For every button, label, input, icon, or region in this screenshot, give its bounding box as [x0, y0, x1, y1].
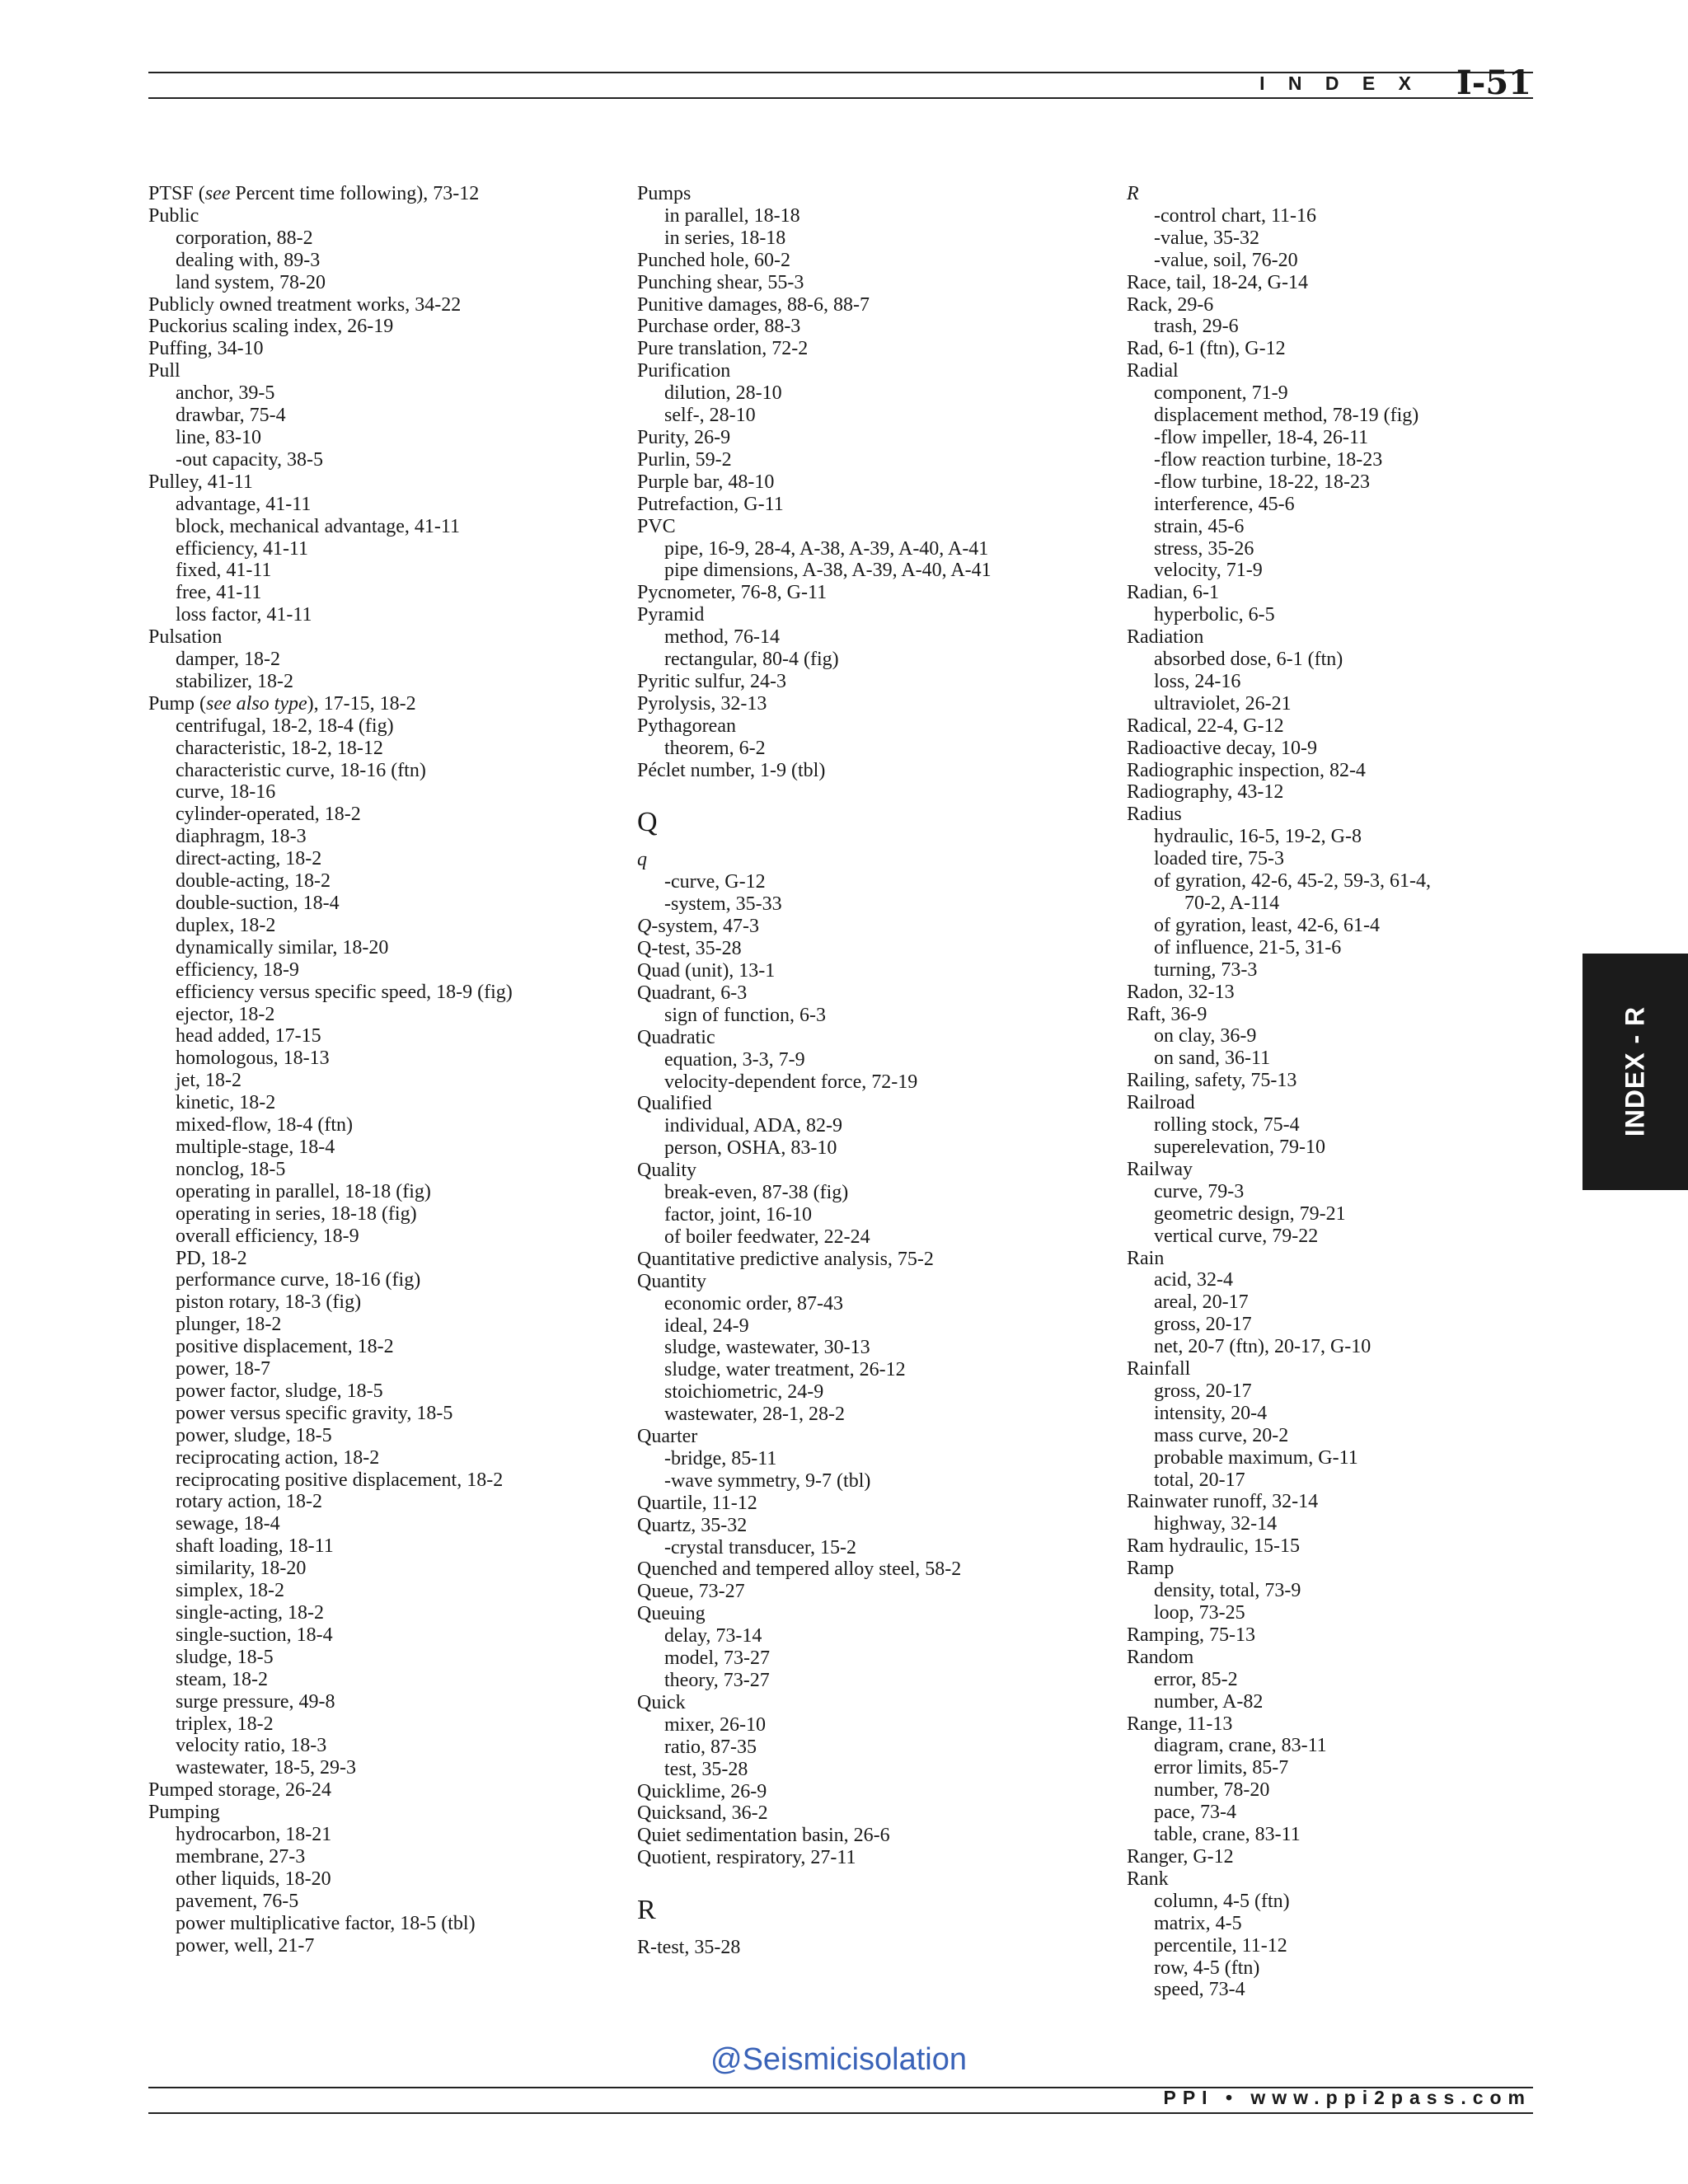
index-entry: Quarter — [637, 1426, 698, 1448]
index-entry: Radioactive decay, 10-9 — [1127, 737, 1318, 759]
index-entry: R-test, 35-28 — [637, 1937, 741, 1959]
index-subentry: damper, 18-2 — [176, 649, 280, 671]
index-subentry: component, 71-9 — [1154, 382, 1288, 405]
index-subentry: -system, 35-33 — [664, 893, 782, 916]
index-subentry: PD, 18-2 — [176, 1247, 247, 1269]
running-header: I N D E X — [1259, 73, 1420, 94]
index-subentry: sludge, 18-5 — [176, 1646, 274, 1668]
index-entry: Quadrant, 6-3 — [637, 982, 748, 1004]
index-entry: Purchase order, 88-3 — [637, 316, 801, 338]
index-entry: Quality — [637, 1160, 696, 1182]
index-subentry: total, 20-17 — [1154, 1469, 1245, 1491]
index-entry: Range, 11-13 — [1127, 1713, 1233, 1735]
index-subentry: velocity ratio, 18-3 — [176, 1735, 327, 1757]
footer-publisher: PPI • www.ppi2pass.com — [1163, 2087, 1531, 2108]
index-entry: Rank — [1127, 1868, 1169, 1890]
index-subentry: pipe, 16-9, 28-4, A-38, A-39, A-40, A-41 — [664, 537, 989, 560]
index-subentry: dynamically similar, 18-20 — [176, 936, 389, 958]
header-rule-bottom — [148, 97, 1533, 99]
index-subentry: test, 35-28 — [664, 1758, 748, 1780]
index-subentry: rolling stock, 75-4 — [1154, 1114, 1300, 1137]
index-subentry: intensity, 20-4 — [1154, 1402, 1268, 1424]
thumb-tab-label: INDEX - R — [1620, 1005, 1650, 1137]
index-subentry: break-even, 87-38 (fig) — [664, 1182, 849, 1204]
index-subentry: acid, 32-4 — [1154, 1269, 1233, 1291]
index-subentry: equation, 3-3, 7-9 — [664, 1048, 805, 1071]
index-subentry: land system, 78-20 — [176, 271, 326, 293]
index-subentry: jet, 18-2 — [176, 1070, 241, 1092]
index-entry: Quicklime, 26-9 — [637, 1780, 767, 1802]
index-entry: Quiet sedimentation basin, 26-6 — [637, 1825, 890, 1847]
index-subentry: power multiplicative factor, 18-5 (tbl) — [176, 1912, 476, 1934]
index-subentry: operating in parallel, 18-18 (fig) — [176, 1180, 431, 1202]
index-subentry: loss, 24-16 — [1154, 670, 1241, 692]
index-subentry: line, 83-10 — [176, 426, 261, 448]
index-subentry: multiple-stage, 18-4 — [176, 1136, 335, 1158]
index-subentry: self-, 28-10 — [664, 405, 756, 427]
index-subentry: method, 76-14 — [664, 626, 780, 649]
index-subentry: rectangular, 80-4 (fig) — [664, 649, 839, 671]
index-subentry: -flow turbine, 18-22, 18-23 — [1154, 471, 1370, 493]
index-entry: Pycnometer, 76-8, G-11 — [637, 582, 828, 604]
index-entry: Purification — [637, 360, 731, 382]
index-subentry: positive displacement, 18-2 — [176, 1336, 394, 1358]
index-subentry: steam, 18-2 — [176, 1668, 268, 1690]
index-entry: Quantity — [637, 1270, 706, 1292]
index-entry: Purlin, 59-2 — [637, 448, 732, 471]
index-subentry: reciprocating positive displacement, 18-2 — [176, 1469, 504, 1491]
index-subentry: of gyration, least, 42-6, 61-4 — [1154, 914, 1380, 936]
index-subentry: ultraviolet, 26-21 — [1154, 692, 1292, 715]
index-entry: Radiation — [1127, 626, 1204, 649]
index-entry: Punching shear, 55-3 — [637, 271, 804, 293]
section-letter: Q — [637, 807, 658, 838]
index-subentry: column, 4-5 (ftn) — [1154, 1890, 1290, 1912]
index-subentry: advantage, 41-11 — [176, 493, 312, 515]
index-subentry: geometric design, 79-21 — [1154, 1202, 1346, 1225]
index-subentry: efficiency, 41-11 — [176, 537, 309, 560]
index-subentry: displacement method, 78-19 (fig) — [1154, 405, 1419, 427]
index-subentry: -value, 35-32 — [1154, 227, 1259, 249]
index-subentry: sludge, wastewater, 30-13 — [664, 1337, 870, 1359]
index-subentry: piston rotary, 18-3 (fig) — [176, 1291, 362, 1314]
index-entry: Quadratic — [637, 1026, 715, 1048]
index-subentry: head added, 17-15 — [176, 1025, 321, 1047]
index-subentry: stabilizer, 18-2 — [176, 670, 293, 692]
index-entry: Quotient, respiratory, 27-11 — [637, 1847, 856, 1869]
index-entry: Pumping — [148, 1802, 220, 1824]
index-subentry: density, total, 73-9 — [1154, 1580, 1301, 1602]
index-subentry: efficiency versus specific speed, 18-9 (fig) — [176, 981, 513, 1003]
index-entry: Purple bar, 48-10 — [637, 471, 775, 493]
index-entry: Queuing — [637, 1603, 706, 1625]
index-subentry: power factor, sludge, 18-5 — [176, 1380, 383, 1402]
index-entry: Rain — [1127, 1247, 1165, 1269]
index-subentry: shaft loading, 18-11 — [176, 1535, 334, 1558]
index-subentry: pipe dimensions, A-38, A-39, A-40, A-41 — [664, 560, 992, 582]
index-entry: Rad, 6-1 (ftn), G-12 — [1127, 338, 1286, 360]
index-subentry: power versus specific gravity, 18-5 — [176, 1402, 453, 1424]
index-subentry: probable maximum, G-11 — [1154, 1446, 1358, 1469]
index-subentry: stoichiometric, 24-9 — [664, 1381, 824, 1404]
index-subentry: theorem, 6-2 — [664, 737, 766, 759]
index-subentry: trash, 29-6 — [1154, 316, 1239, 338]
index-subentry: pace, 73-4 — [1154, 1802, 1236, 1824]
footer-rule-bottom — [148, 2112, 1533, 2114]
index-entry: q — [637, 849, 647, 871]
index-subentry: net, 20-7 (ftn), 20-17, G-10 — [1154, 1336, 1372, 1358]
index-subentry: rotary action, 18-2 — [176, 1491, 322, 1513]
index-entry: Rainfall — [1127, 1358, 1191, 1380]
index-entry: Radiographic inspection, 82-4 — [1127, 759, 1366, 781]
index-subentry: -control chart, 11-16 — [1154, 204, 1317, 227]
index-column-3 — [1127, 183, 1605, 2001]
index-subentry: absorbed dose, 6-1 (ftn) — [1154, 649, 1343, 671]
index-subentry: homologous, 18-13 — [176, 1047, 330, 1070]
section-letter: R — [637, 1895, 656, 1926]
index-subentry: in parallel, 18-18 — [664, 204, 800, 227]
index-subentry: interference, 45-6 — [1154, 493, 1295, 515]
index-subentry: triplex, 18-2 — [176, 1713, 274, 1735]
index-column-1 — [148, 183, 626, 1957]
index-subentry: mixed-flow, 18-4 (ftn) — [176, 1114, 354, 1137]
index-subentry: highway, 32-14 — [1154, 1513, 1278, 1535]
index-entry: Random — [1127, 1646, 1194, 1668]
index-entry: Q-system, 47-3 — [637, 916, 759, 938]
index-subentry: of boiler feedwater, 22-24 — [664, 1226, 870, 1248]
index-subentry: mixer, 26-10 — [664, 1713, 767, 1736]
index-subentry: mass curve, 20-2 — [1154, 1424, 1289, 1446]
index-subentry: dilution, 28-10 — [664, 382, 782, 405]
index-subentry: power, 18-7 — [176, 1358, 271, 1380]
index-subentry: single-acting, 18-2 — [176, 1602, 324, 1624]
index-thumb-tab[interactable] — [1582, 954, 1688, 1190]
index-entry: Pulsation — [148, 626, 223, 649]
index-entry: Pumps — [637, 183, 692, 204]
index-subentry: areal, 20-17 — [1154, 1291, 1249, 1314]
index-subentry: delay, 73-14 — [664, 1625, 762, 1647]
index-subentry: stress, 35-26 — [1154, 537, 1254, 560]
index-subentry: speed, 73-4 — [1154, 1979, 1245, 2001]
index-subentry: kinetic, 18-2 — [176, 1092, 276, 1114]
index-entry: Railing, safety, 75-13 — [1127, 1070, 1297, 1092]
index-entry: Railroad — [1127, 1092, 1195, 1114]
index-subentry: overall efficiency, 18-9 — [176, 1225, 359, 1247]
index-subentry: duplex, 18-2 — [176, 914, 276, 936]
page-number: I-51 — [1456, 63, 1531, 102]
index-entry: Radian, 6-1 — [1127, 582, 1219, 604]
index-subentry: reciprocating action, 18-2 — [176, 1446, 380, 1469]
index-subentry: anchor, 39-5 — [176, 382, 275, 405]
index-entry: Quicksand, 36-2 — [637, 1802, 768, 1825]
index-subentry: direct-acting, 18-2 — [176, 848, 322, 870]
index-subentry: membrane, 27-3 — [176, 1845, 306, 1868]
index-subentry: in series, 18-18 — [664, 227, 786, 249]
index-subentry: -crystal transducer, 15-2 — [664, 1536, 856, 1558]
index-column-2 — [637, 183, 1115, 1959]
index-subentry: characteristic curve, 18-16 (ftn) — [176, 759, 426, 781]
index-subentry: error limits, 85-7 — [1154, 1757, 1289, 1779]
index-subentry: other liquids, 18-20 — [176, 1868, 331, 1890]
index-subentry: -out capacity, 38-5 — [176, 448, 324, 471]
index-subentry: sign of function, 6-3 — [664, 1004, 826, 1026]
index-entry: Pyritic sulfur, 24-3 — [637, 670, 787, 692]
index-subentry: cylinder-operated, 18-2 — [176, 804, 361, 826]
index-entry: Queue, 73-27 — [637, 1581, 745, 1603]
index-subentry: loaded tire, 75-3 — [1154, 848, 1284, 870]
index-entry: Punitive damages, 88-6, 88-7 — [637, 293, 870, 316]
index-subentry: curve, 18-16 — [176, 781, 276, 804]
index-subentry: error, 85-2 — [1154, 1668, 1238, 1690]
index-entry: Pure translation, 72-2 — [637, 338, 809, 360]
index-entry: Quenched and tempered alloy steel, 58-2 — [637, 1558, 962, 1581]
index-subentry: centrifugal, 18-2, 18-4 (fig) — [176, 715, 394, 737]
index-entry: Punched hole, 60-2 — [637, 249, 790, 271]
index-subentry: single-suction, 18-4 — [176, 1624, 333, 1646]
index-subentry: free, 41-11 — [176, 582, 262, 604]
index-subentry: matrix, 4-5 — [1154, 1912, 1242, 1934]
index-entry: Ramp — [1127, 1558, 1175, 1580]
index-subentry: diaphragm, 18-3 — [176, 826, 307, 848]
index-subentry: -flow reaction turbine, 18-23 — [1154, 448, 1383, 471]
index-subentry: factor, joint, 16-10 — [664, 1203, 812, 1226]
index-entry: Public — [148, 204, 199, 227]
index-entry: Radon, 32-13 — [1127, 981, 1235, 1003]
index-subentry: fixed, 41-11 — [176, 560, 272, 582]
index-subentry: dealing with, 89-3 — [176, 249, 321, 271]
index-entry: R — [1127, 183, 1139, 204]
index-subentry: ideal, 24-9 — [664, 1315, 749, 1337]
index-subentry: strain, 45-6 — [1154, 515, 1245, 537]
index-entry: Quick — [637, 1691, 686, 1713]
index-entry: Rainwater runoff, 32-14 — [1127, 1491, 1319, 1513]
index-subentry: nonclog, 18-5 — [176, 1158, 286, 1180]
index-entry: Ram hydraulic, 15-15 — [1127, 1535, 1300, 1558]
index-entry: Pump (see also type), 17-15, 18-2 — [148, 692, 416, 715]
index-subentry: on sand, 36-11 — [1154, 1047, 1271, 1070]
index-subentry: ejector, 18-2 — [176, 1003, 275, 1025]
index-subentry: of influence, 21-5, 31-6 — [1154, 936, 1342, 958]
index-subentry: vertical curve, 79-22 — [1154, 1225, 1319, 1247]
index-entry: Puffing, 34-10 — [148, 338, 264, 360]
index-subentry: performance curve, 18-16 (fig) — [176, 1269, 421, 1291]
index-subentry: sludge, water treatment, 26-12 — [664, 1359, 906, 1381]
index-subentry: power, sludge, 18-5 — [176, 1424, 332, 1446]
index-subentry: hyperbolic, 6-5 — [1154, 604, 1275, 626]
index-entry: Radius — [1127, 804, 1182, 826]
index-entry: Ranger, G-12 — [1127, 1845, 1234, 1868]
index-subentry: -curve, G-12 — [664, 871, 766, 893]
index-entry: Publicly owned treatment works, 34-22 — [148, 293, 462, 316]
index-subentry: number, 78-20 — [1154, 1779, 1270, 1802]
index-subentry: corporation, 88-2 — [176, 227, 313, 249]
index-subentry: theory, 73-27 — [664, 1670, 770, 1691]
index-entry: PTSF (see Percent time following), 73-12 — [148, 183, 480, 204]
index-entry: Pyrolysis, 32-13 — [637, 692, 767, 715]
index-subentry: individual, ADA, 82-9 — [664, 1115, 842, 1137]
index-entry: Quantitative predictive analysis, 75-2 — [637, 1248, 934, 1270]
index-subentry: hydrocarbon, 18-21 — [176, 1824, 332, 1846]
index-entry: Quartz, 35-32 — [637, 1514, 748, 1536]
index-entry: Radical, 22-4, G-12 — [1127, 715, 1284, 737]
index-subentry: velocity-dependent force, 72-19 — [664, 1071, 918, 1093]
index-subentry: -flow impeller, 18-4, 26-11 — [1154, 426, 1369, 448]
index-subentry: 70-2, A-114 — [1184, 893, 1280, 914]
index-subentry: gross, 20-17 — [1154, 1314, 1252, 1336]
index-subentry: surge pressure, 49-8 — [176, 1690, 335, 1713]
index-subentry: efficiency, 18-9 — [176, 958, 299, 981]
index-subentry: drawbar, 75-4 — [176, 405, 286, 427]
index-entry: Pythagorean — [637, 715, 736, 737]
index-entry: Pyramid — [637, 604, 705, 626]
index-entry: Qualified — [637, 1093, 712, 1115]
watermark: @Seismicisolation — [710, 2042, 968, 2077]
index-subentry: person, OSHA, 83-10 — [664, 1137, 837, 1160]
index-subentry: table, crane, 83-11 — [1154, 1824, 1301, 1846]
index-entry: Pumped storage, 26-24 — [148, 1779, 331, 1802]
index-entry: Ramping, 75-13 — [1127, 1624, 1255, 1646]
index-subentry: on clay, 36-9 — [1154, 1025, 1257, 1047]
index-subentry: loop, 73-25 — [1154, 1602, 1245, 1624]
index-subentry: plunger, 18-2 — [176, 1314, 282, 1336]
index-subentry: economic order, 87-43 — [664, 1292, 843, 1315]
index-subentry: block, mechanical advantage, 41-11 — [176, 515, 460, 537]
index-subentry: simplex, 18-2 — [176, 1580, 284, 1602]
index-subentry: ratio, 87-35 — [664, 1736, 757, 1758]
index-subentry: of gyration, 42-6, 45-2, 59-3, 61-4, — [1154, 870, 1431, 893]
index-subentry: double-acting, 18-2 — [176, 870, 331, 893]
index-subentry: wastewater, 18-5, 29-3 — [176, 1757, 356, 1779]
index-subentry: diagram, crane, 83-11 — [1154, 1735, 1327, 1757]
index-subentry: operating in series, 18-18 (fig) — [176, 1202, 417, 1225]
index-subentry: row, 4-5 (ftn) — [1154, 1957, 1260, 1979]
index-subentry: superelevation, 79-10 — [1154, 1136, 1325, 1158]
index-entry: Pull — [148, 360, 181, 382]
index-subentry: curve, 79-3 — [1154, 1180, 1245, 1202]
index-subentry: sewage, 18-4 — [176, 1513, 280, 1535]
index-subentry: model, 73-27 — [664, 1647, 770, 1670]
index-subentry: similarity, 18-20 — [176, 1558, 307, 1580]
index-subentry: power, well, 21-7 — [176, 1934, 315, 1957]
index-subentry: -value, soil, 76-20 — [1154, 249, 1298, 271]
index-entry: Quad (unit), 13-1 — [637, 960, 776, 982]
index-subentry: turning, 73-3 — [1154, 958, 1258, 981]
index-subentry: characteristic, 18-2, 18-12 — [176, 737, 383, 759]
index-subentry: velocity, 71-9 — [1154, 560, 1263, 582]
index-entry: Race, tail, 18-24, G-14 — [1127, 271, 1308, 293]
index-entry: Raft, 36-9 — [1127, 1003, 1207, 1025]
index-subentry: -wave symmetry, 9-7 (tbl) — [664, 1469, 871, 1492]
index-subentry: pavement, 76-5 — [176, 1890, 299, 1912]
index-entry: Quartile, 11-12 — [637, 1492, 757, 1514]
index-entry: Radiography, 43-12 — [1127, 781, 1284, 804]
index-subentry: hydraulic, 16-5, 19-2, G-8 — [1154, 826, 1362, 848]
index-entry: Purity, 26-9 — [637, 426, 731, 448]
index-entry: Pulley, 41-11 — [148, 471, 253, 493]
index-entry: Péclet number, 1-9 (tbl) — [637, 759, 826, 781]
index-subentry: gross, 20-17 — [1154, 1380, 1252, 1402]
index-entry: Railway — [1127, 1158, 1193, 1180]
index-entry: PVC — [637, 515, 676, 537]
index-entry: Rack, 29-6 — [1127, 293, 1214, 316]
index-subentry: double-suction, 18-4 — [176, 893, 340, 914]
index-entry: Puckorius scaling index, 26-19 — [148, 316, 394, 338]
index-entry: Radial — [1127, 360, 1179, 382]
index-subentry: loss factor, 41-11 — [176, 604, 312, 626]
index-subentry: wastewater, 28-1, 28-2 — [664, 1404, 845, 1426]
index-subentry: -bridge, 85-11 — [664, 1447, 777, 1469]
index-entry: Putrefaction, G-11 — [637, 493, 784, 515]
index-subentry: number, A-82 — [1154, 1690, 1264, 1713]
index-entry: Q-test, 35-28 — [637, 938, 742, 960]
index-subentry: percentile, 11-12 — [1154, 1934, 1287, 1957]
